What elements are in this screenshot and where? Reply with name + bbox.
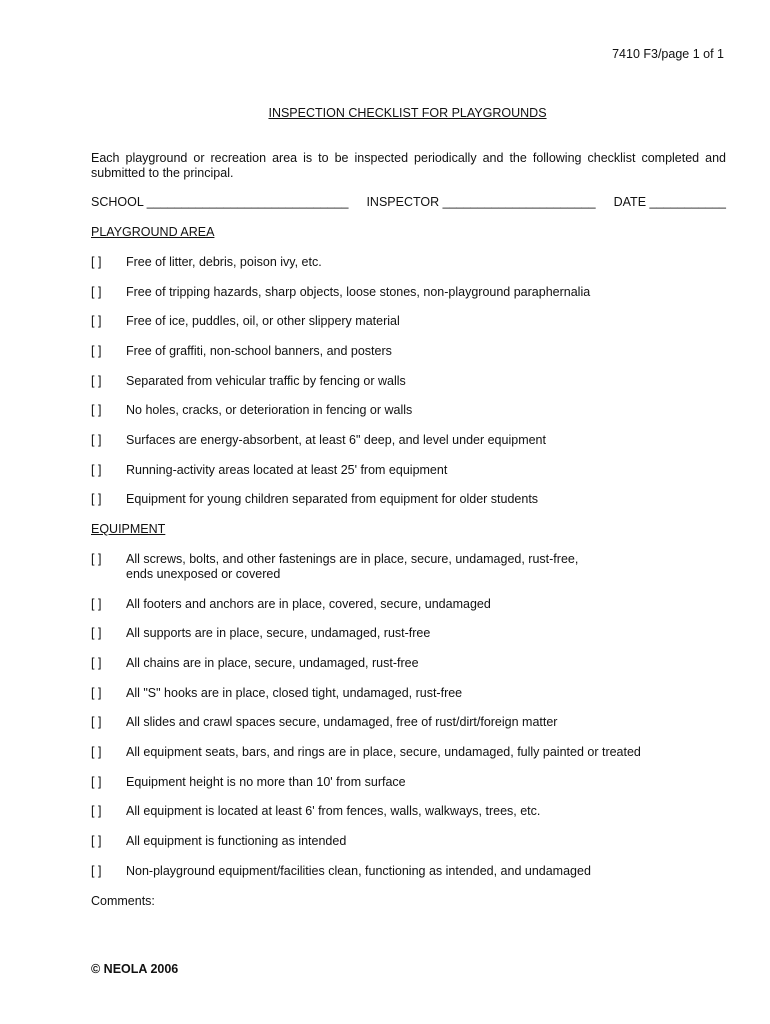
checkbox[interactable]: [ ] (91, 285, 102, 299)
checklist-item-label: All equipment seats, bars, and rings are in place, secure, undamaged, fully painted or treated (126, 745, 641, 759)
checklist-item (91, 344, 731, 359)
checklist-item (91, 775, 731, 790)
checkbox[interactable]: [ ] (91, 463, 102, 477)
document-title: INSPECTION CHECKLIST FOR PLAYGROUNDS (268, 106, 547, 120)
checkbox[interactable]: [ ] (91, 374, 102, 388)
checkbox[interactable]: [ ] (91, 626, 102, 640)
checklist-item (91, 285, 731, 300)
checkbox[interactable]: [ ] (91, 344, 102, 358)
equipment-heading: EQUIPMENT (91, 522, 166, 536)
checkbox[interactable]: [ ] (91, 686, 102, 700)
checklist-item-label: No holes, cracks, or deterioration in fencing or walls (126, 403, 413, 417)
checklist-item (91, 834, 731, 849)
checklist-item-label: Free of ice, puddles, oil, or other slippery material (126, 314, 400, 328)
checklist-item-label: All footers and anchors are in place, covered, secure, undamaged (126, 597, 491, 611)
checklist-item (91, 686, 731, 701)
checklist-item-label: All supports are in place, secure, undamaged, rust-free (126, 626, 431, 640)
checklist-item-label: All "S" hooks are in place, closed tight, undamaged, rust-free (126, 686, 463, 700)
date-field[interactable]: DATE ___________ (613, 195, 726, 209)
checklist-item-label: Equipment for young children separated from equipment for older students (126, 492, 539, 506)
checklist-item (91, 597, 731, 612)
school-field[interactable]: SCHOOL _____________________________ (91, 195, 349, 209)
checklist-item-label: All slides and crawl spaces secure, undamaged, free of rust/dirt/foreign matter (126, 715, 558, 729)
checkbox[interactable]: [ ] (91, 804, 102, 818)
checklist-item-label: All equipment is functioning as intended (126, 834, 347, 848)
playground-area-heading: PLAYGROUND AREA (91, 225, 215, 239)
form-fields-row (91, 195, 726, 209)
checkbox[interactable]: [ ] (91, 492, 102, 506)
checklist-item-label: Free of graffiti, non-school banners, and posters (126, 344, 392, 358)
checkbox[interactable]: [ ] (91, 255, 102, 269)
checklist-item (91, 374, 731, 389)
checklist-item-label: Non-playground equipment/facilities clean, functioning as intended, and undamaged (126, 864, 591, 878)
checklist-item (91, 314, 731, 329)
checkbox[interactable]: [ ] (91, 745, 102, 759)
checkbox[interactable]: [ ] (91, 552, 102, 566)
checklist-item (91, 656, 731, 671)
checklist-item-label-line: ends unexposed or covered (126, 567, 281, 581)
checklist-item-label: Surfaces are energy-absorbent, at least 6" deep, and level under equipment (126, 433, 546, 447)
checklist-item (91, 403, 731, 418)
checklist-item (91, 745, 731, 760)
checklist-item (91, 715, 731, 730)
checklist-item (91, 463, 731, 478)
checklist-item-label: Separated from vehicular traffic by fencing or walls (126, 374, 406, 388)
checkbox[interactable]: [ ] (91, 433, 102, 447)
checklist-item (91, 552, 731, 582)
checklist-item-label: Free of tripping hazards, sharp objects, loose stones, non-playground paraphernalia (126, 285, 591, 299)
checklist-item-label: Equipment height is no more than 10' from surface (126, 775, 406, 789)
checklist-item-label: Running-activity areas located at least 25' from equipment (126, 463, 448, 477)
checkbox[interactable]: [ ] (91, 864, 102, 878)
checklist-item-label-line: All screws, bolts, and other fastenings are in place, secure, undamaged, rust-free, (126, 552, 579, 566)
checklist-item (91, 864, 731, 879)
checkbox[interactable]: [ ] (91, 656, 102, 670)
checkbox[interactable]: [ ] (91, 314, 102, 328)
checklist-item-label (126, 552, 731, 582)
checkbox[interactable]: [ ] (91, 597, 102, 611)
checklist-item (91, 255, 731, 270)
inspector-field[interactable]: INSPECTOR ______________________ (366, 195, 596, 209)
page-reference: 7410 F3/page 1 of 1 (612, 47, 724, 61)
comments-label: Comments: (91, 894, 155, 908)
checkbox[interactable]: [ ] (91, 403, 102, 417)
intro-paragraph: Each playground or recreation area is to be inspected periodically and the following checklist completed and submitted to the principal. (91, 151, 726, 180)
checklist-item (91, 626, 731, 641)
checklist-item-label: Free of litter, debris, poison ivy, etc. (126, 255, 322, 269)
checklist-item-label: All chains are in place, secure, undamaged, rust-free (126, 656, 419, 670)
checklist-item (91, 492, 731, 507)
checkbox[interactable]: [ ] (91, 715, 102, 729)
checklist-item (91, 433, 731, 448)
checkbox[interactable]: [ ] (91, 834, 102, 848)
checkbox[interactable]: [ ] (91, 775, 102, 789)
checklist-item (91, 804, 731, 819)
checklist-item-label: All equipment is located at least 6' from fences, walls, walkways, trees, etc. (126, 804, 541, 818)
copyright-footer: © NEOLA 2006 (91, 962, 179, 976)
